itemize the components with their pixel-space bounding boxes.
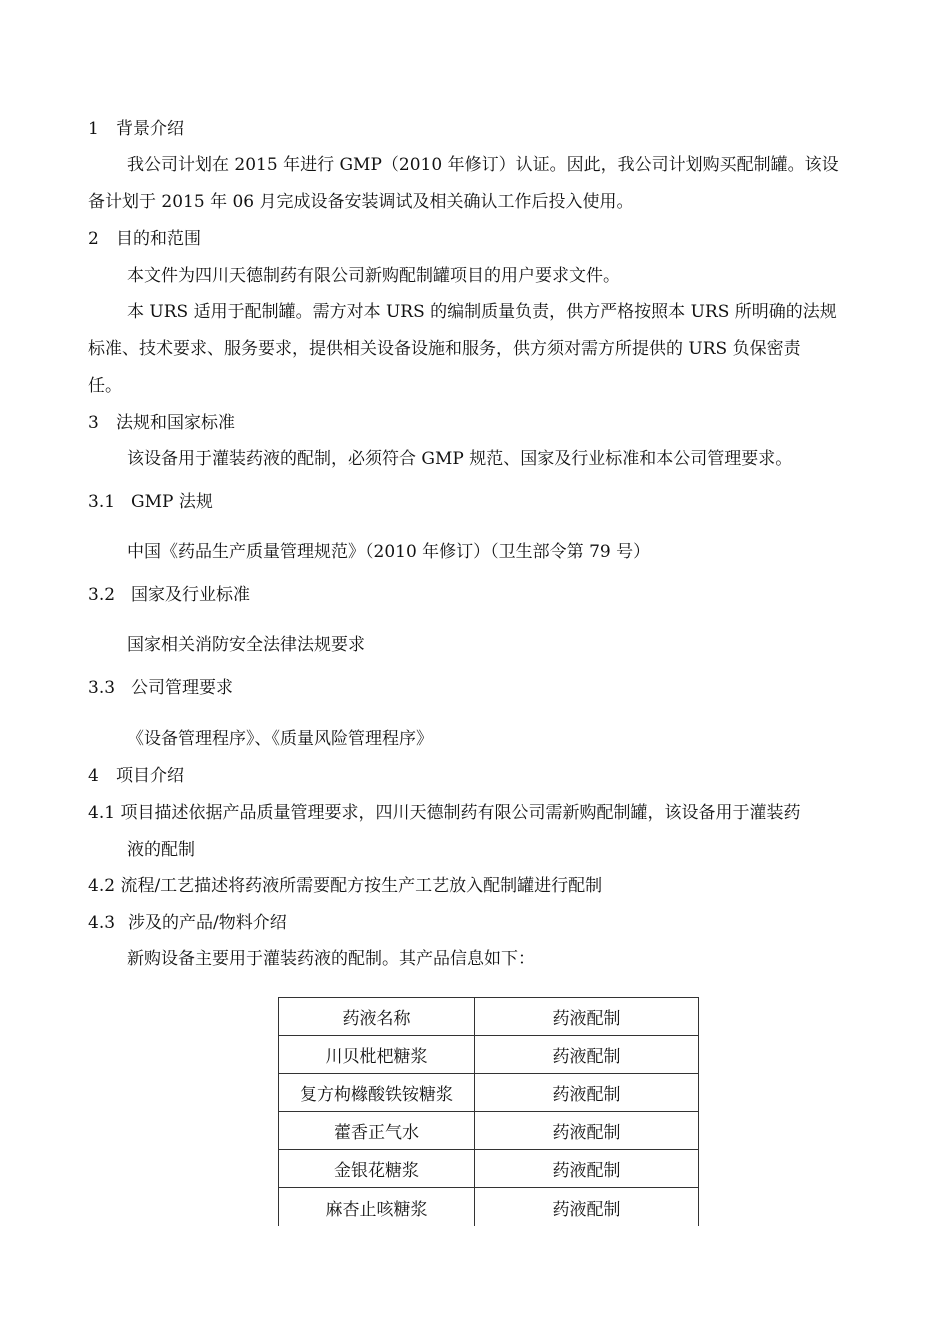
section-title: 背景介绍 (116, 119, 184, 139)
paragraph-line: 本 URS 适用于配制罐。需方对本 URS 的编制质量负责，供方严格按照本 URS 所明确的法规 (127, 302, 837, 322)
section-2-heading (88, 231, 201, 248)
section-number: 3.1 (88, 492, 116, 512)
paragraph-line: 新购设备主要用于灌装药液的配制。其产品信息如下： (127, 949, 535, 969)
section-number: 4.3 (88, 913, 116, 933)
section-title: 公司管理要求 (131, 678, 233, 698)
section-number: 3 (88, 413, 99, 433)
section-number: 1 (88, 119, 99, 139)
section-3-heading (88, 415, 235, 432)
table-cell: 川贝枇杷糖浆 (279, 1036, 475, 1074)
section-title: 涉及的产品/物料介绍 (128, 913, 287, 933)
table-cell: 药液配制 (475, 1112, 699, 1150)
section-3-3-heading (88, 680, 233, 697)
paragraph-line: 中国《药品生产质量管理规范》（2010 年修订）（卫生部令第 79 号） (127, 542, 651, 562)
paragraph-line: 4.1 项目描述依据产品质量管理要求，四川天德制药有限公司需新购配制罐，该设备用于灌装药 (88, 803, 801, 823)
section-number: 3.3 (88, 678, 116, 698)
paragraph-line: 《设备管理程序》、《质量风险管理程序》 (127, 729, 433, 749)
table-cell: 金银花糖浆 (279, 1150, 475, 1188)
paragraph-line: 该设备用于灌装药液的配制，必须符合 GMP 规范、国家及行业标准和本公司管理要求。 (127, 449, 793, 469)
table-row (279, 1036, 699, 1074)
paragraph-line: 4.2 流程/工艺描述将药液所需要配方按生产工艺放入配制罐进行配制 (88, 876, 603, 896)
table-cell: 药液配制 (475, 1036, 699, 1074)
table-row (279, 1188, 699, 1227)
table-row (279, 1112, 699, 1150)
section-4-3-heading (88, 915, 287, 932)
paragraph-line: 任。 (88, 376, 122, 396)
section-title: 目的和范围 (116, 229, 201, 249)
paragraph-line: 液的配制 (127, 840, 195, 860)
section-title: GMP 法规 (131, 492, 213, 512)
section-number: 3.2 (88, 585, 116, 605)
table-cell: 藿香正气水 (279, 1112, 475, 1150)
paragraph-line: 国家相关消防安全法律法规要求 (127, 635, 365, 655)
table-cell: 药液配制 (475, 1074, 699, 1112)
section-number: 2 (88, 229, 99, 249)
section-title: 项目介绍 (116, 766, 184, 786)
section-4-heading (88, 768, 184, 785)
table-cell: 药液配制 (475, 1150, 699, 1188)
paragraph-line: 我公司计划在 2015 年进行 GMP（2010 年修订）认证。因此，我公司计划购买配制罐。该设 (127, 155, 839, 175)
section-1-heading (88, 121, 184, 138)
section-title: 国家及行业标准 (131, 585, 250, 605)
section-3-1-heading (88, 494, 213, 511)
paragraph-line: 标准、技术要求、服务要求，提供相关设备设施和服务，供方须对需方所提供的 URS 负保密责 (88, 339, 801, 359)
table-cell: 麻杏止咳糖浆 (279, 1188, 475, 1227)
table-cell: 复方枸橼酸铁铵糖浆 (279, 1074, 475, 1112)
paragraph-line: 本文件为四川天德制药有限公司新购配制罐项目的用户要求文件。 (127, 266, 620, 286)
table-row (279, 1074, 699, 1112)
table-header-cell: 药液名称 (279, 998, 475, 1036)
table-row (279, 1150, 699, 1188)
table-cell: 药液配制 (475, 1188, 699, 1227)
section-title: 法规和国家标准 (116, 413, 235, 433)
paragraph-line: 备计划于 2015 年 06 月完成设备安装调试及相关确认工作后投入使用。 (88, 192, 634, 212)
table-header-cell: 药液配制 (475, 998, 699, 1036)
table-header-row (279, 998, 699, 1036)
section-number: 4 (88, 766, 99, 786)
product-table (278, 997, 699, 1226)
section-3-2-heading (88, 587, 250, 604)
